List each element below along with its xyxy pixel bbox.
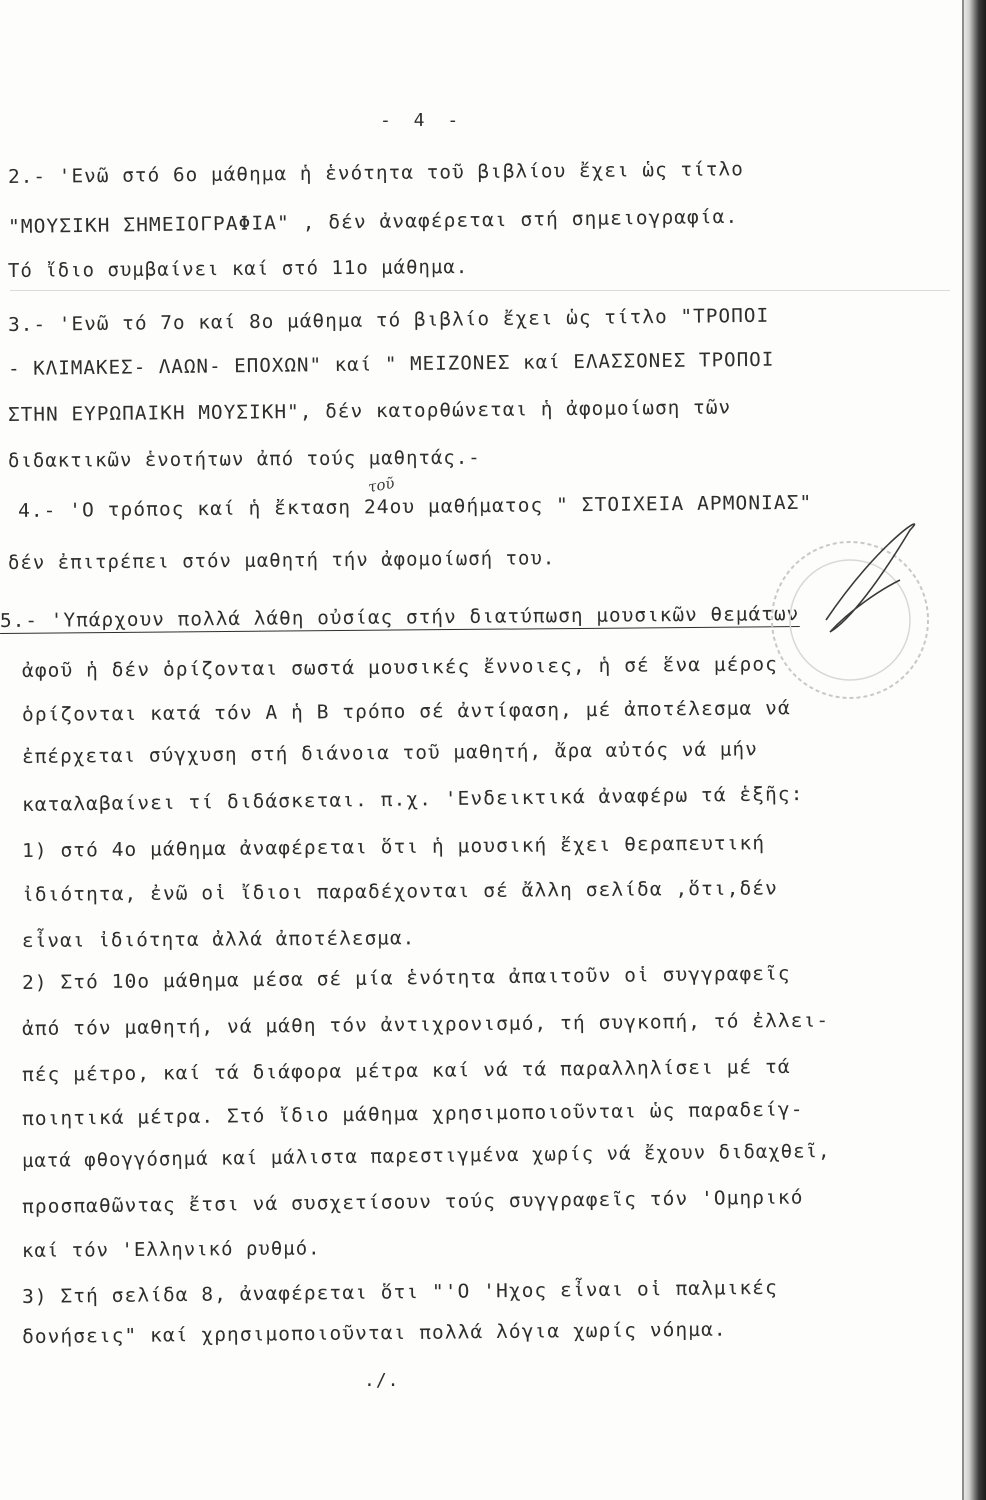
continuation-mark: ./. [364, 1370, 400, 1391]
text-line-10: 5.- 'Υπάρχουν πολλά λάθη οὐσίας στήν διατύπωση μουσικῶν θεμάτων [0, 603, 800, 632]
official-stamp [730, 520, 930, 720]
text-line-3: Τό ἴδιο συμβαίνει καί στό 11ο μάθημα. [7, 255, 469, 282]
text-line-5: - ΚΛΙΜΑΚΕΣ- ΛΑΩΝ- ΕΠΟΧΩΝ" καί " ΜΕΙΖΟΝΕΣ καί ΕΛΑΣΣΟΝΕΣ ΤΡΟΠΟΙ [7, 348, 775, 380]
text-line-21: ποιητικά μέτρα. Στό ἴδιο μάθημα χρησιμοποιοῦνται ὡς παραδείγ- [21, 1098, 804, 1130]
text-line-1: 2.- 'Ενῶ στό 6ο μάθημα ἡ ἑνότητα τοῦ βιβλίου ἔχει ὡς τίτλο [7, 158, 744, 188]
text-line-13: ἐπέρχεται σύγχυση στή διάνοια τοῦ μαθητή, ἄρα αὐτός νά μήν [21, 738, 758, 768]
text-line-8: 4.- 'Ο τρόπος καί ἡ ἔκταση 24ου μαθήματος " ΣΤΟΙΧΕΙΑ ΑΡΜΟΝΙΑΣ" [17, 491, 813, 522]
text-line-6: ΣΤΗΝ ΕΥΡΩΠΑΙΚΗ ΜΟΥΣΙΚΗ", δέν κατορθώνεται ἡ ἀφομοίωση τῶν [7, 396, 732, 426]
signature-stroke [826, 524, 915, 632]
text-line-12: ὁρίζονται κατά τόν Α ἡ Β τρόπο σέ ἀντίφαση, μέ ἀποτέλεσμα νά [21, 697, 791, 726]
text-line-20: πές μέτρο, καί τά διάφορα μέτρα καί νά τά παραλληλίσει μέ τά [21, 1055, 791, 1086]
scan-rule [10, 290, 950, 291]
text-line-17: εἶναι ἰδιότητα ἀλλά ἀποτέλεσμα. [21, 927, 416, 952]
scan-edge-line [962, 0, 964, 1500]
text-line-2: "ΜΟΥΣΙΚΗ ΣΗΜΕΙΟΓΡΑΦΙΑ" , δέν ἀναφέρεται στή σημειογραφία. [7, 205, 739, 238]
text-line-9: δέν ἐπιτρέπει στόν μαθητή τήν ἀφομοίωσή του. [7, 547, 556, 574]
text-line-25: 3) Στή σελίδα 8, ἀναφέρεται ὅτι "'Ο 'Ηχος εἶναι οἱ παλμικές [21, 1276, 779, 1308]
handwritten-note: τοῦ [366, 473, 396, 497]
scan-binding-edge [962, 0, 986, 1500]
text-line-11: ἀφοῦ ἡ δέν ὁρίζονται σωστά μουσικές ἔννοιες, ἡ σέ ἕνα μέρος [21, 653, 778, 682]
text-line-22: ματά φθογγόσημά καί μάλιστα παρεστιγμένα χωρίς νά ἔχουν διδαχθεῖ, [21, 1140, 831, 1172]
text-line-19: ἀπό τόν μαθητή, νά μάθη τόν ἀντιχρονισμό, τή συγκοπή, τό ἐλλει- [21, 1009, 830, 1040]
text-line-15: 1) στό 4ο μάθημα ἀναφέρεται ὅτι ἡ μουσική ἔχει θεραπευτική [21, 832, 766, 862]
text-line-24: καί τόν 'Ελληνικό ρυθμό. [21, 1237, 321, 1262]
text-line-4: 3.- 'Ενῶ τό 7ο καί 8ο μάθημα τό βιβλίο ἔχει ὡς τίτλο "ΤΡΟΠΟΙ [7, 304, 770, 336]
text-line-7: διδακτικῶν ἑνοτήτων ἀπό τούς μαθητάς.- [7, 446, 481, 472]
text-line-23: προσπαθῶντας ἔτσι νά συσχετίσουν τούς συγγραφεῖς τόν 'Ομηρικό [21, 1186, 804, 1218]
text-line-14: καταλαβαίνει τί διδάσκεται. π.χ. 'Ενδεικτικά ἀναφέρω τά ἑξῆς: [21, 783, 804, 816]
text-line-26: δονήσεις" καί χρησιμοποιοῦνται πολλά λόγια χωρίς νόημα. [21, 1318, 727, 1348]
text-line-18: 2) Στό 10ο μάθημα μέσα σέ μία ἑνότητα ἀπαιτοῦν οἱ συγγραφεῖς [21, 962, 791, 994]
text-line-16: ἰδιότητα, ἐνῶ οἱ ἴδιοι παραδέχονται σέ ἄλλη σελίδα ,ὅτι,δέν [21, 877, 778, 906]
page-number: - 4 - [380, 110, 465, 131]
